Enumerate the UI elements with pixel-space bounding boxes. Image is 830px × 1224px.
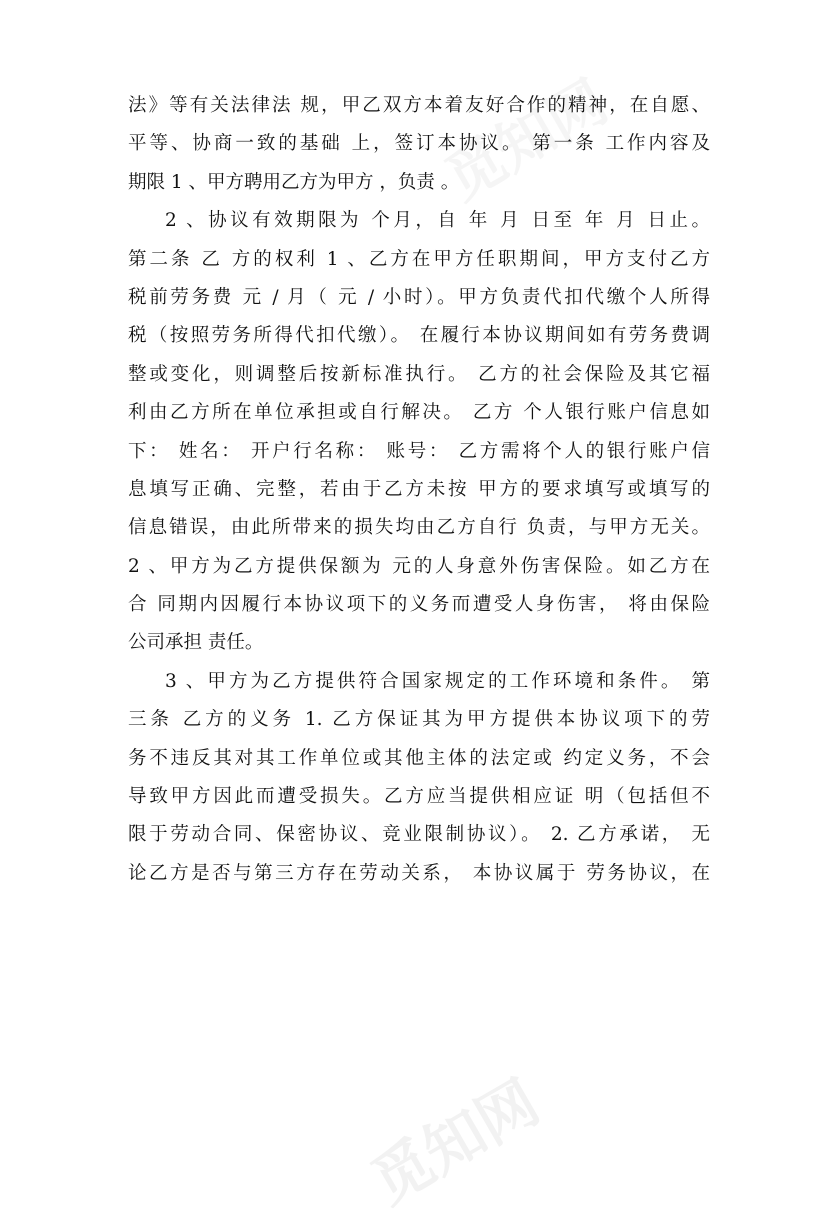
text-line: 公司承担 责任。	[128, 632, 264, 654]
text-line: 期限 1 、甲方聘用乙方为甲方 ，负责 。	[128, 171, 460, 193]
text-line: 信息错误，由此所带来的损失均由乙方自行 负责，与甲方无关。	[128, 517, 710, 539]
text-line: 务不违反其对其工作单位或其他主体的法定或 约定义务，不会	[128, 747, 710, 769]
text-line: 税前劳务费 元 / 月（ 元 / 小时）。甲方负责代扣代缴个人所得	[128, 286, 710, 308]
text-line: 2 、甲方为乙方提供保额为 元的人身意外伤害保险。如乙方在	[128, 555, 710, 577]
text-line: 论乙方是否与第三方存在劳动关系， 本协议属于 劳务协议，在	[128, 862, 710, 884]
agreement-body-text	[128, 87, 710, 893]
text-line: 2 、协议有效期限为 个月，自 年 月 日至 年 月 日止。	[165, 210, 710, 232]
watermark-bottom: 觅知网	[360, 1067, 551, 1218]
text-line: 息填写正确、完整，若由于乙方未按 甲方的要求填写或填写的	[128, 478, 710, 500]
text-line: 整或变化，则调整后按新标准执行。 乙方的社会保险及其它福	[128, 363, 710, 385]
text-line: 三条 乙方的义务 1. 乙方保证其为甲方提供本协议项下的劳	[128, 709, 710, 731]
text-line: 下： 姓名： 开户行名称： 账号： 乙方需将个人的银行账户信	[128, 440, 710, 462]
text-line: 平等、协商一致的基础 上，签订本协议。 第一条 工作内容及	[128, 133, 710, 155]
text-line: 导致甲方因此而遭受损失。乙方应当提供相应证 明（包括但不	[128, 786, 710, 808]
text-line: 第二条 乙 方的权利 1 、乙方在甲方任职期间，甲方支付乙方	[128, 248, 710, 270]
text-line: 法》等有关法律法 规，甲乙双方本着友好合作的精神，在自愿、	[128, 95, 710, 116]
text-line: 3 、甲方为乙方提供符合国家规定的工作环境和条件。 第	[165, 670, 710, 692]
text-line: 税（按照劳务所得代扣代缴）。 在履行本协议期间如有劳务费调	[128, 325, 710, 347]
text-line: 利由乙方所在单位承担或自行解决。 乙方 个人银行账户信息如	[128, 402, 710, 424]
text-line: 合 同期内因履行本协议项下的义务而遭受人身伤害， 将由保险	[128, 594, 710, 616]
text-line: 限于劳动合同、保密协议、竞业限制协议）。 2. 乙方承诺， 无	[128, 824, 710, 846]
